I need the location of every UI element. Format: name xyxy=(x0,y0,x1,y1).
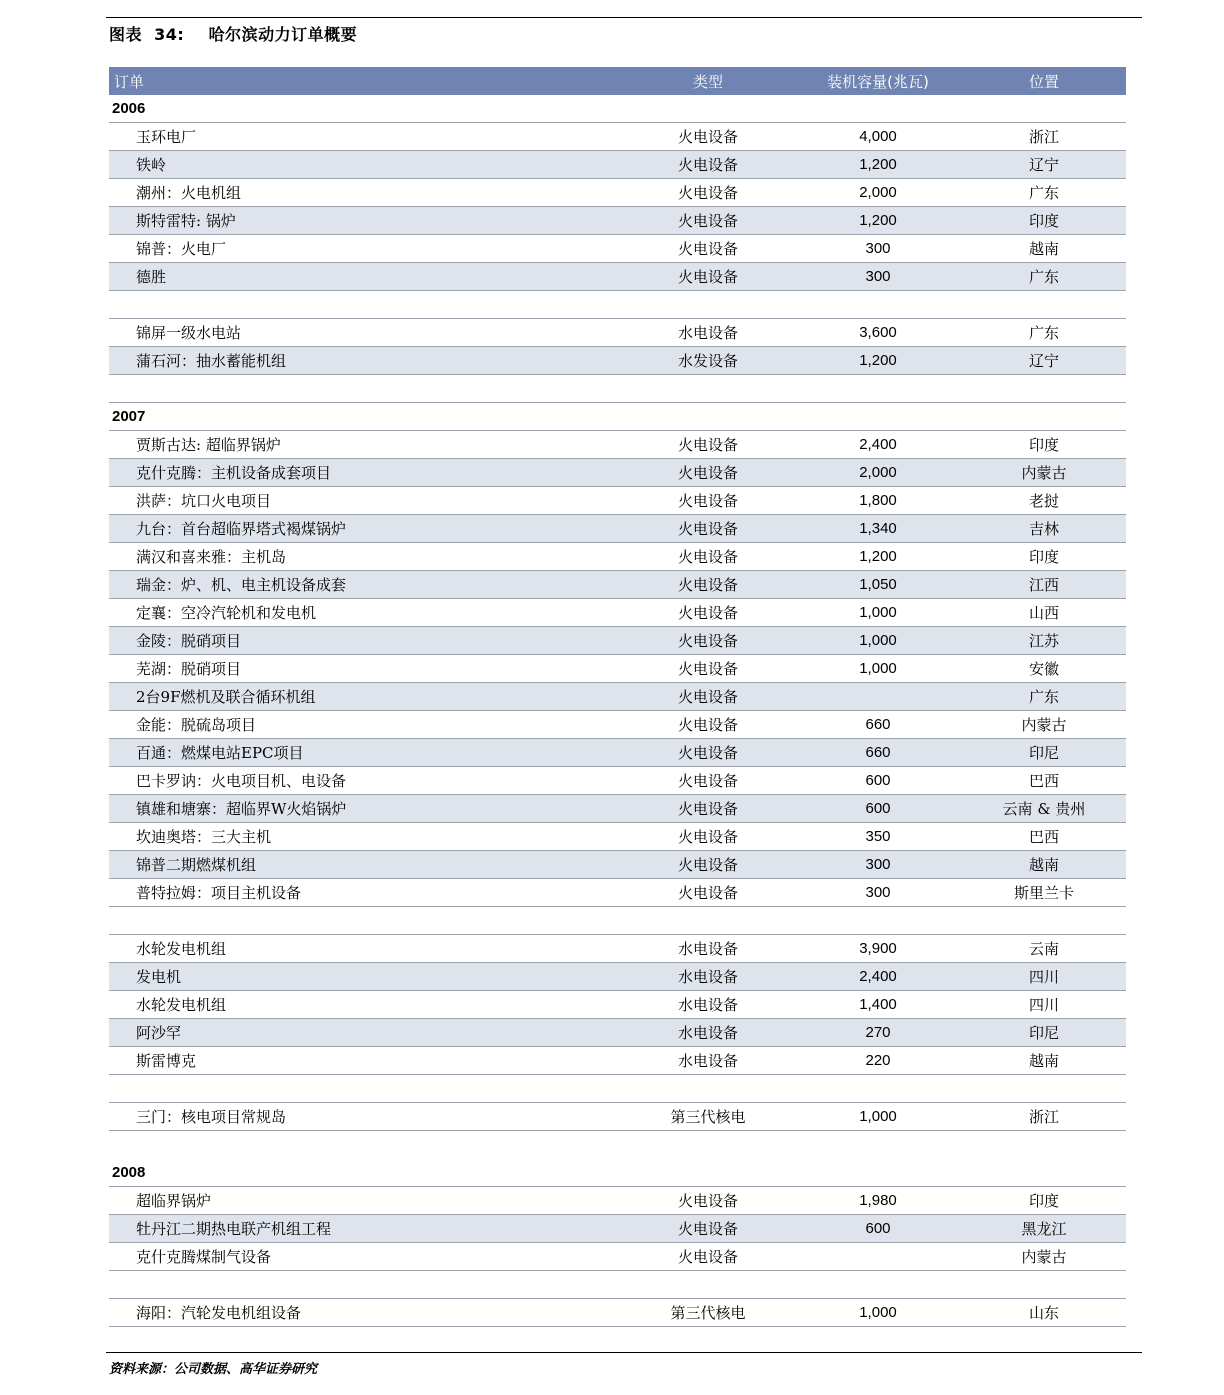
table-row xyxy=(109,319,1126,347)
top-rule xyxy=(106,17,1142,18)
table-row xyxy=(109,263,1126,291)
order-location: 广东 xyxy=(1028,184,1059,202)
table-row xyxy=(109,599,1126,627)
order-type: 水电设备 xyxy=(677,1052,738,1070)
order-location: 浙江 xyxy=(1028,128,1059,146)
table-row xyxy=(109,487,1126,515)
order-location: 黑龙江 xyxy=(1021,1220,1067,1238)
order-type: 水电设备 xyxy=(677,968,738,986)
table-row xyxy=(109,179,1126,207)
table-row xyxy=(109,1047,1126,1075)
order-name: 满汉和喜来雅：主机岛 xyxy=(136,548,287,566)
table-row xyxy=(109,207,1126,235)
order-name: 克什克腾煤制气设备 xyxy=(136,1248,272,1266)
order-type: 火电设备 xyxy=(677,660,738,678)
table-row xyxy=(109,347,1126,375)
year-row xyxy=(109,1159,1126,1187)
order-name: 锦普：火电厂 xyxy=(136,240,227,258)
source-note: 资料来源：公司数据、高华证券研究 xyxy=(109,1362,318,1377)
order-location: 印尼 xyxy=(1028,1024,1059,1042)
order-type: 第三代核电 xyxy=(670,1304,746,1322)
order-type: 火电设备 xyxy=(677,464,738,482)
order-name: 蒲石河：抽水蓄能机组 xyxy=(136,352,287,370)
order-location: 辽宁 xyxy=(1028,352,1059,370)
table-body xyxy=(109,95,1126,1327)
order-name: 锦屏一级水电站 xyxy=(136,324,242,342)
order-type: 火电设备 xyxy=(677,492,738,510)
table-row xyxy=(109,515,1126,543)
order-capacity: 1,200 xyxy=(859,212,897,229)
order-type: 火电设备 xyxy=(677,548,738,566)
table-row xyxy=(109,739,1126,767)
order-location: 印度 xyxy=(1028,212,1059,230)
order-capacity: 220 xyxy=(865,1052,891,1069)
order-capacity: 660 xyxy=(865,716,891,733)
header-order: 订单 xyxy=(114,72,145,91)
year-label: 2007 xyxy=(112,408,146,425)
order-type: 第三代核电 xyxy=(670,1108,746,1126)
order-name: 镇雄和塘寨：超临界W火焰锅炉 xyxy=(136,800,347,818)
header-capacity: 装机容量(兆瓦) xyxy=(827,72,929,91)
order-type: 火电设备 xyxy=(677,156,738,174)
orders-table xyxy=(109,67,1126,1327)
table-row xyxy=(109,683,1126,711)
order-type: 水发设备 xyxy=(677,352,738,370)
order-type: 水电设备 xyxy=(677,324,738,342)
table-row xyxy=(109,1187,1126,1215)
order-name: 金陵：脱硝项目 xyxy=(136,632,242,650)
order-name: 瑞金：炉、机、电主机设备成套 xyxy=(136,576,347,594)
order-capacity: 270 xyxy=(865,1024,891,1041)
order-location: 印度 xyxy=(1028,1192,1059,1210)
order-name: 克什克腾：主机设备成套项目 xyxy=(136,464,332,482)
order-capacity: 300 xyxy=(865,884,891,901)
order-location: 巴西 xyxy=(1028,772,1059,790)
order-location: 山西 xyxy=(1028,604,1059,622)
order-location: 越南 xyxy=(1028,240,1059,258)
table-row xyxy=(109,823,1126,851)
order-name: 超临界锅炉 xyxy=(136,1192,212,1210)
order-type: 火电设备 xyxy=(677,128,738,146)
order-capacity: 1,340 xyxy=(859,520,897,537)
order-name: 九台：首台超临界塔式褐煤锅炉 xyxy=(136,520,347,538)
order-name: 芜湖：脱硝项目 xyxy=(136,660,242,678)
order-name: 斯特雷特: 锅炉 xyxy=(136,212,236,230)
table-row xyxy=(109,627,1126,655)
order-capacity: 1,000 xyxy=(859,604,897,621)
order-location: 印度 xyxy=(1028,548,1059,566)
order-name: 巴卡罗讷：火电项目机、电设备 xyxy=(136,772,347,790)
order-location: 辽宁 xyxy=(1028,156,1059,174)
order-location: 印尼 xyxy=(1028,744,1059,762)
order-capacity: 1,980 xyxy=(859,1192,897,1209)
order-name: 普特拉姆：项目主机设备 xyxy=(136,884,302,902)
order-type: 火电设备 xyxy=(677,800,738,818)
table-row xyxy=(109,235,1126,263)
order-capacity: 2,000 xyxy=(859,464,897,481)
table-row xyxy=(109,123,1126,151)
order-name: 贾斯古达: 超临界锅炉 xyxy=(136,436,281,454)
table-row xyxy=(109,1103,1126,1131)
order-name: 金能：脱硫岛项目 xyxy=(136,716,257,734)
order-name: 玉环电厂 xyxy=(136,128,197,146)
table-row xyxy=(109,851,1126,879)
bottom-rule xyxy=(106,1352,1142,1353)
order-capacity: 1,000 xyxy=(859,632,897,649)
order-name: 定襄：空冷汽轮机和发电机 xyxy=(136,604,317,622)
order-type: 水电设备 xyxy=(677,1024,738,1042)
table-row xyxy=(109,543,1126,571)
order-capacity: 300 xyxy=(865,240,891,257)
order-location: 巴西 xyxy=(1028,828,1059,846)
order-type: 火电设备 xyxy=(677,604,738,622)
spacer-row xyxy=(109,1131,1126,1159)
order-name: 铁岭 xyxy=(136,156,167,174)
order-name: 斯雷博克 xyxy=(136,1052,197,1070)
order-type: 火电设备 xyxy=(677,744,738,762)
order-type: 火电设备 xyxy=(677,268,738,286)
order-location: 越南 xyxy=(1028,856,1059,874)
order-type: 火电设备 xyxy=(677,576,738,594)
order-location: 印度 xyxy=(1028,436,1059,454)
order-name: 2台9F燃机及联合循环机组 xyxy=(136,688,316,706)
spacer-row xyxy=(109,291,1126,319)
order-name: 发电机 xyxy=(136,968,182,986)
order-location: 广东 xyxy=(1028,324,1059,342)
order-name: 牡丹江二期热电联产机组工程 xyxy=(136,1220,332,1238)
order-capacity: 350 xyxy=(865,828,891,845)
order-capacity: 2,000 xyxy=(859,184,897,201)
table-row xyxy=(109,1299,1126,1327)
order-name: 水轮发电机组 xyxy=(136,940,227,958)
order-type: 火电设备 xyxy=(677,436,738,454)
order-capacity: 600 xyxy=(865,772,891,789)
order-capacity: 3,600 xyxy=(859,324,897,341)
header-type: 类型 xyxy=(692,72,723,91)
order-name: 水轮发电机组 xyxy=(136,996,227,1014)
year-row xyxy=(109,403,1126,431)
order-capacity: 1,200 xyxy=(859,548,897,565)
order-capacity: 2,400 xyxy=(859,968,897,985)
year-label: 2006 xyxy=(112,100,146,117)
order-location: 越南 xyxy=(1028,1052,1059,1070)
order-capacity: 3,900 xyxy=(859,940,897,957)
order-type: 火电设备 xyxy=(677,716,738,734)
order-location: 四川 xyxy=(1028,996,1059,1014)
order-type: 火电设备 xyxy=(677,632,738,650)
order-name: 锦普二期燃煤机组 xyxy=(136,856,257,874)
order-location: 内蒙古 xyxy=(1021,1248,1067,1266)
order-type: 火电设备 xyxy=(677,856,738,874)
order-capacity: 1,200 xyxy=(859,352,897,369)
table-row xyxy=(109,1215,1126,1243)
order-name: 坎迪奥塔：三大主机 xyxy=(136,828,272,846)
order-location: 四川 xyxy=(1028,968,1059,986)
order-capacity: 600 xyxy=(865,800,891,817)
year-label: 2008 xyxy=(112,1164,146,1181)
table-row xyxy=(109,963,1126,991)
order-capacity: 1,000 xyxy=(859,660,897,677)
order-location: 广东 xyxy=(1028,688,1059,706)
order-type: 水电设备 xyxy=(677,996,738,1014)
order-location: 江西 xyxy=(1028,576,1059,594)
table-row xyxy=(109,991,1126,1019)
order-type: 火电设备 xyxy=(677,184,738,202)
figure-title: 图表 34: 哈尔滨动力订单概要 xyxy=(109,25,358,44)
spacer-row xyxy=(109,907,1126,935)
spacer-row xyxy=(109,1075,1126,1103)
table-row xyxy=(109,1019,1126,1047)
order-location: 浙江 xyxy=(1028,1108,1059,1126)
order-name: 德胜 xyxy=(136,268,167,286)
order-name: 百通：燃煤电站EPC项目 xyxy=(136,744,304,762)
order-type: 火电设备 xyxy=(677,520,738,538)
table-row xyxy=(109,571,1126,599)
order-capacity: 1,000 xyxy=(859,1304,897,1321)
order-capacity: 600 xyxy=(865,1220,891,1237)
order-location: 云南 xyxy=(1028,940,1059,958)
order-capacity: 1,000 xyxy=(859,1108,897,1125)
order-location: 老挝 xyxy=(1028,492,1059,510)
table-row xyxy=(109,935,1126,963)
spacer-row xyxy=(109,375,1126,403)
order-name: 三门：核电项目常规岛 xyxy=(136,1108,287,1126)
order-capacity: 1,050 xyxy=(859,576,897,593)
order-location: 安徽 xyxy=(1028,660,1059,678)
order-capacity: 1,200 xyxy=(859,156,897,173)
table-row xyxy=(109,767,1126,795)
order-capacity: 1,400 xyxy=(859,996,897,1013)
table-row xyxy=(109,459,1126,487)
table-row xyxy=(109,151,1126,179)
order-type: 火电设备 xyxy=(677,772,738,790)
order-location: 云南 & 贵州 xyxy=(1002,800,1086,818)
order-capacity: 1,800 xyxy=(859,492,897,509)
table-row xyxy=(109,795,1126,823)
order-type: 火电设备 xyxy=(677,1220,738,1238)
order-type: 火电设备 xyxy=(677,688,738,706)
spacer-row xyxy=(109,1271,1126,1299)
order-type: 火电设备 xyxy=(677,212,738,230)
order-location: 山东 xyxy=(1028,1304,1059,1322)
order-type: 火电设备 xyxy=(677,1192,738,1210)
order-name: 海阳：汽轮发电机组设备 xyxy=(136,1304,302,1322)
order-capacity: 300 xyxy=(865,268,891,285)
order-type: 火电设备 xyxy=(677,1248,738,1266)
order-capacity: 2,400 xyxy=(859,436,897,453)
table-row xyxy=(109,1243,1126,1271)
order-capacity: 660 xyxy=(865,744,891,761)
order-capacity: 300 xyxy=(865,856,891,873)
table-row xyxy=(109,879,1126,907)
order-location: 内蒙古 xyxy=(1021,464,1067,482)
table-header xyxy=(109,67,1126,95)
order-name: 洪萨：坑口火电项目 xyxy=(136,492,272,510)
order-name: 阿沙罕 xyxy=(136,1024,182,1042)
year-row xyxy=(109,95,1126,123)
order-capacity: 4,000 xyxy=(859,128,897,145)
order-type: 水电设备 xyxy=(677,940,738,958)
table-row xyxy=(109,711,1126,739)
table-row xyxy=(109,655,1126,683)
order-location: 内蒙古 xyxy=(1021,716,1067,734)
order-type: 火电设备 xyxy=(677,240,738,258)
order-location: 广东 xyxy=(1028,268,1059,286)
header-location: 位置 xyxy=(1028,72,1059,91)
order-type: 火电设备 xyxy=(677,884,738,902)
order-type: 火电设备 xyxy=(677,828,738,846)
order-location: 吉林 xyxy=(1028,520,1059,538)
order-location: 江苏 xyxy=(1028,632,1059,650)
order-name: 潮州：火电机组 xyxy=(136,184,242,202)
order-location: 斯里兰卡 xyxy=(1013,884,1074,902)
table-row xyxy=(109,431,1126,459)
